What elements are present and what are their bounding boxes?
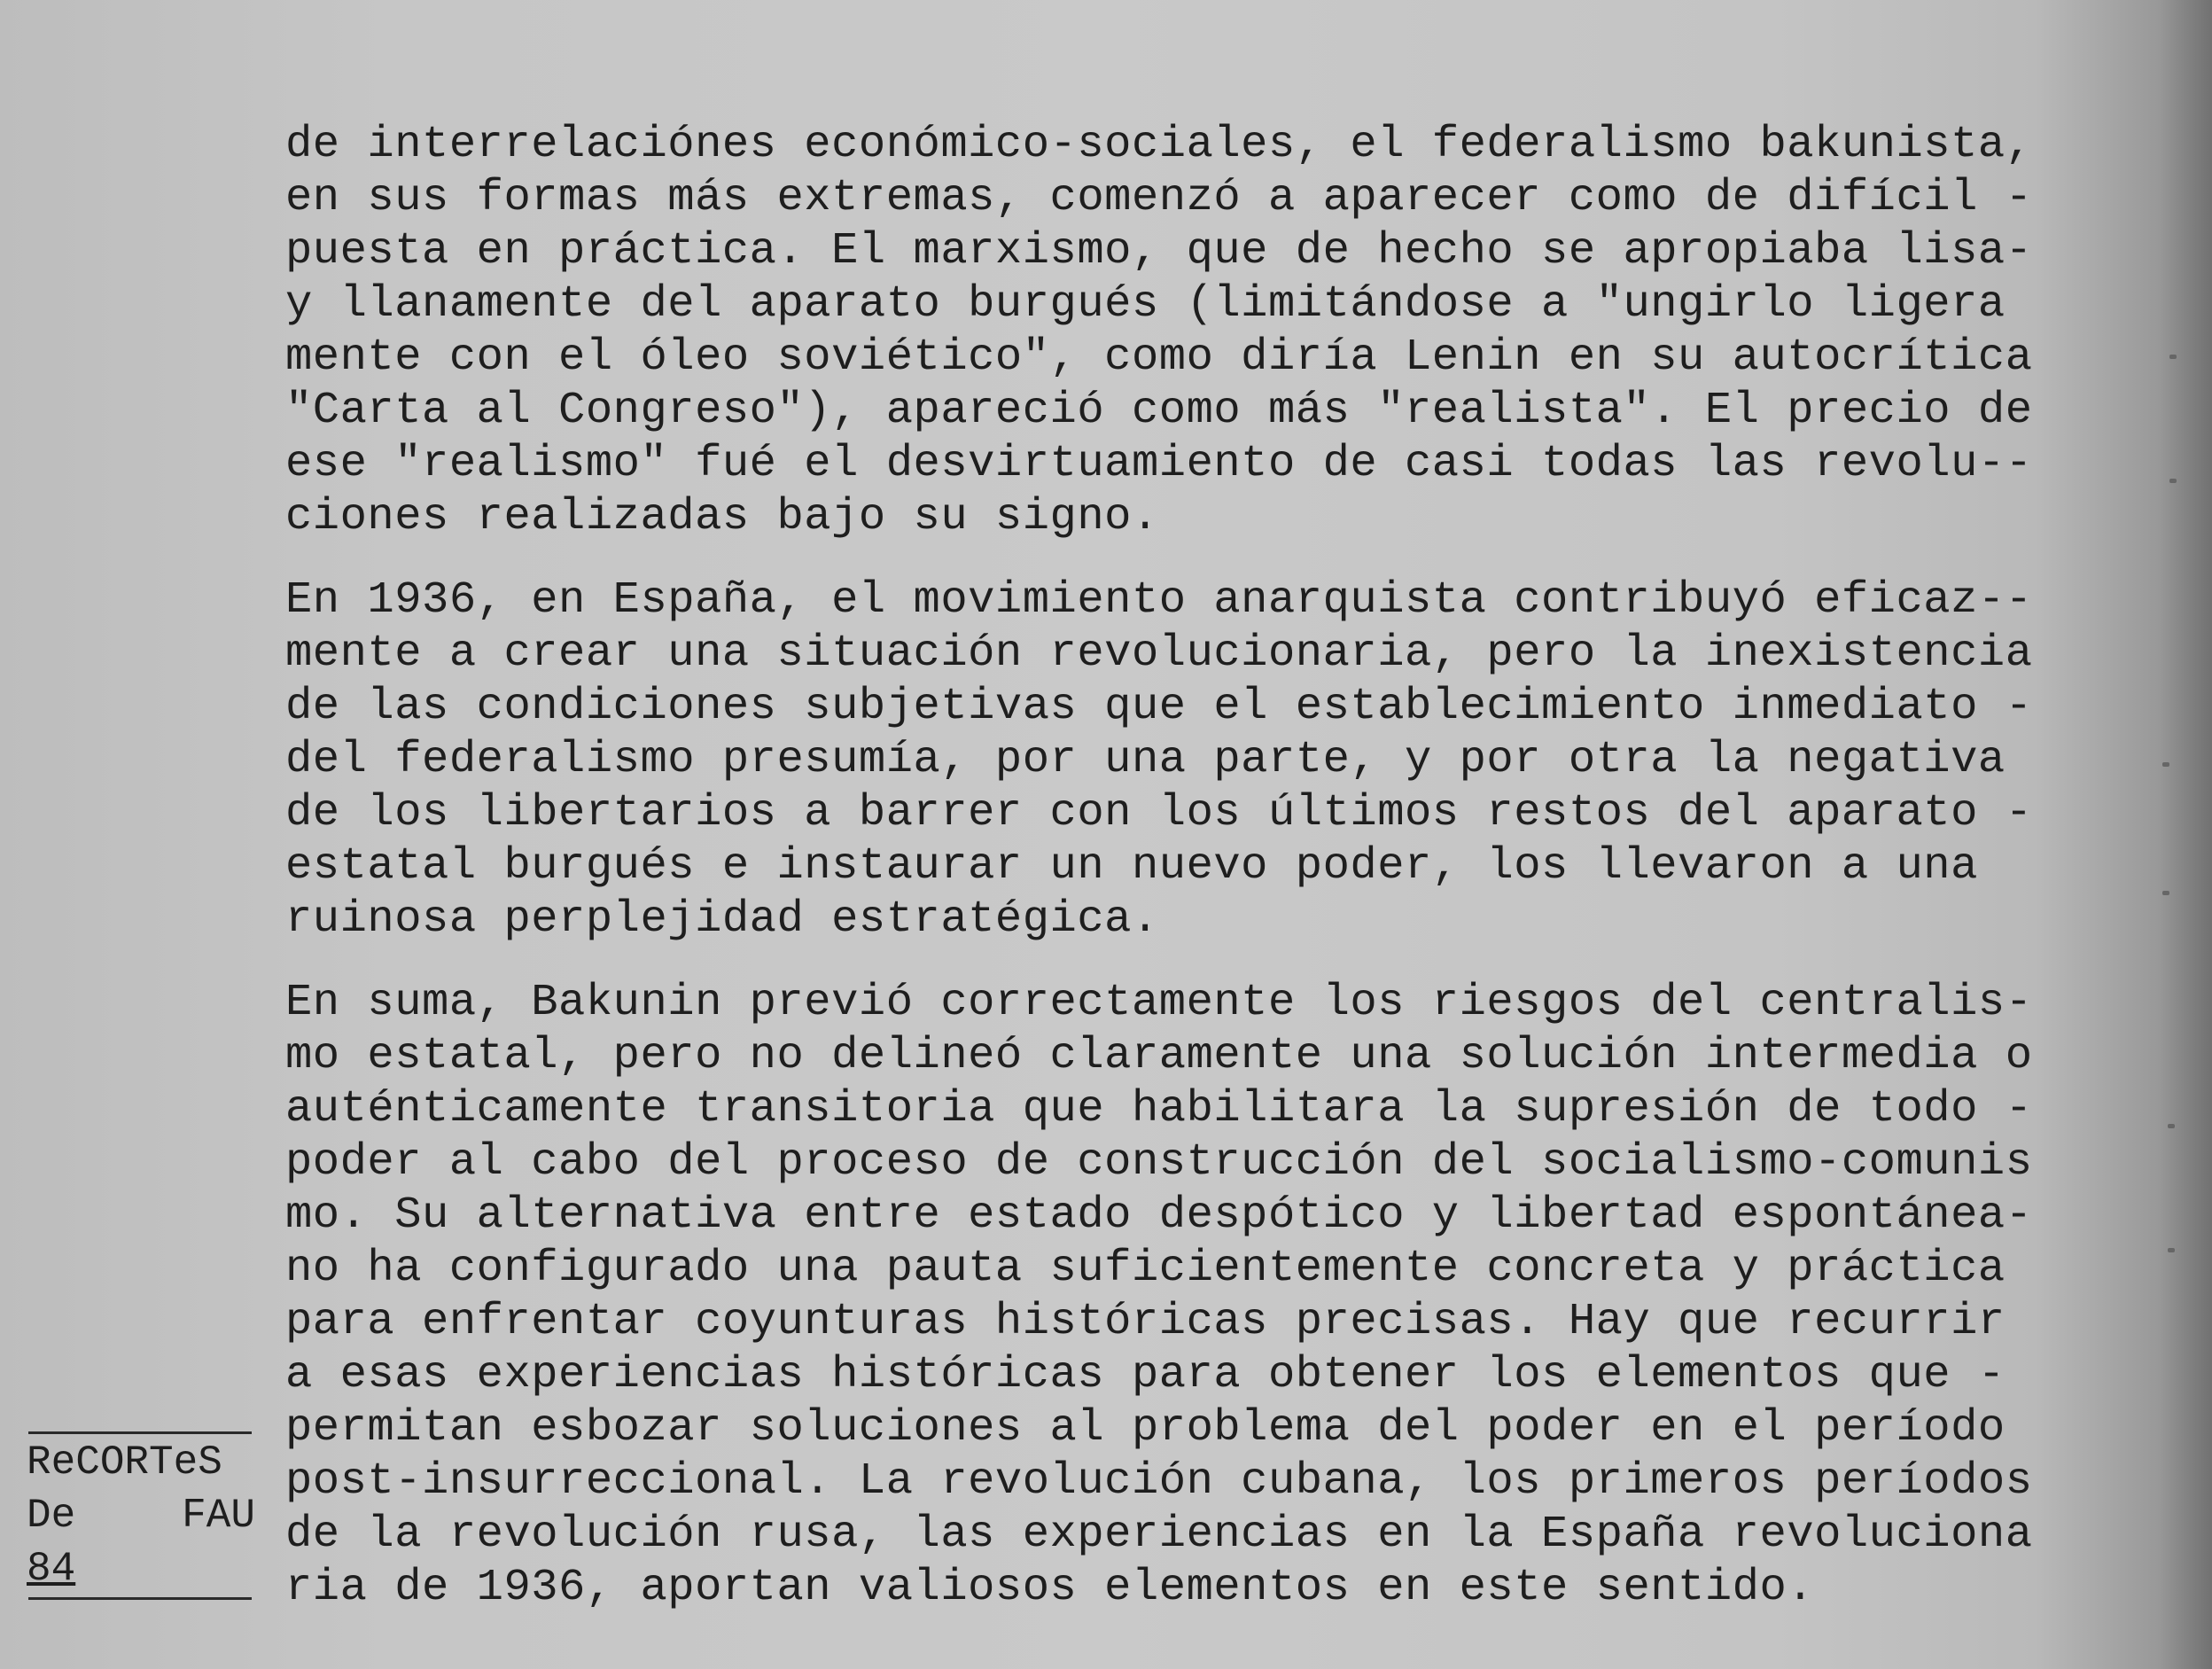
- text-line: ese "realismo" fué el desvirtuamiento de casi todas las revolu--: [285, 439, 2033, 489]
- text-line: post-insurreccional. La revolución cubana, los primeros períodos: [285, 1456, 2033, 1507]
- body-text: [285, 119, 2076, 1645]
- footer-label-fau: FAU: [182, 1493, 255, 1539]
- scan-speck: [2162, 762, 2169, 767]
- text-line: de interrelaciónes económico-sociales, el federalismo bakunista,: [285, 120, 2033, 170]
- text-line: ciones realizadas bajo su signo.: [285, 492, 1159, 542]
- footer-label-page-number: 84: [27, 1546, 76, 1592]
- footer-label-bottom-rule: [28, 1597, 252, 1600]
- scan-speck: [2168, 1248, 2175, 1252]
- text-line: del federalismo presumía, por una parte, y por otra la negativa: [285, 735, 2006, 785]
- footer-label-line1: ReCORTeS: [27, 1439, 222, 1486]
- scan-speck: [2162, 891, 2169, 895]
- text-line: auténticamente transitoria que habilitara la supresión de todo -: [285, 1084, 2033, 1135]
- footer-label-de: De: [27, 1493, 76, 1539]
- text-line: En suma, Bakunin previó correctamente los riesgos del centralis-: [285, 978, 2033, 1028]
- text-line: y llanamente del aparato burgués (limitándose a "ungirlo ligera: [285, 279, 2006, 330]
- text-line: mo estatal, pero no delineó claramente una solución intermedia o: [285, 1031, 2033, 1081]
- text-line: no ha configurado una pauta suficientemente concreta y práctica: [285, 1244, 2006, 1294]
- footer-label-line2: [27, 1493, 255, 1539]
- scan-speck: [2168, 1124, 2175, 1128]
- text-line: puesta en práctica. El marxismo, que de hecho se apropiaba lisa-: [285, 226, 2033, 277]
- text-line: permitan esbozar soluciones al problema del poder en el período: [285, 1403, 2006, 1454]
- text-line: a esas experiencias históricas para obtener los elementos que -: [285, 1350, 2006, 1400]
- text-line: mente a crear una situación revolucionaria, pero la inexistencia: [285, 628, 2033, 679]
- text-line: estatal burgués e instaurar un nuevo poder, los llevaron a una: [285, 841, 1978, 892]
- paragraph-3: [285, 977, 2076, 1615]
- text-line: de la revolución rusa, las experiencias en la España revoluciona: [285, 1509, 2033, 1560]
- text-line: mo. Su alternativa entre estado despótico y libertad espontánea-: [285, 1190, 2033, 1241]
- paragraph-2: [285, 574, 2076, 947]
- text-line: en sus formas más extremas, comenzó a aparecer como de difícil -: [285, 173, 2033, 223]
- text-line: para enfrentar coyunturas históricas precisas. Hay que recurrir: [285, 1297, 2006, 1347]
- scan-speck: [2169, 355, 2177, 359]
- text-line: "Carta al Congreso"), apareció como más "realista". El precio de: [285, 386, 2033, 436]
- scan-speck: [2169, 479, 2177, 483]
- text-line: de los libertarios a barrer con los últimos restos del aparato -: [285, 788, 2033, 838]
- text-line: mente con el óleo soviético", como diría Lenin en su autocrítica: [285, 332, 2033, 383]
- paragraph-1: [285, 119, 2076, 544]
- page-edge-shadow: [2159, 0, 2212, 1669]
- text-line: ruinosa perplejidad estratégica.: [285, 894, 1159, 945]
- text-line: de las condiciones subjetivas que el establecimiento inmediato -: [285, 682, 2033, 732]
- footer-label-top-rule: [28, 1431, 252, 1434]
- text-line: En 1936, en España, el movimiento anarquista contribuyó eficaz--: [285, 575, 2033, 626]
- text-line: poder al cabo del proceso de construcción del socialismo-comunis: [285, 1137, 2033, 1188]
- text-line: ria de 1936, aportan valiosos elementos en este sentido.: [285, 1563, 1815, 1613]
